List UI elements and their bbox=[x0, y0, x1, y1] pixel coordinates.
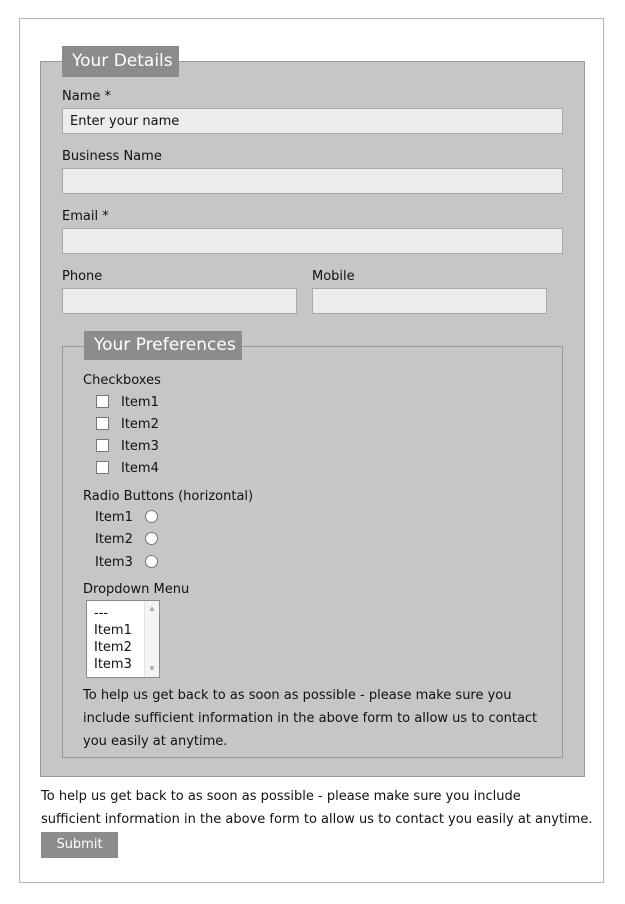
phone-label: Phone bbox=[62, 269, 103, 284]
radio-item3-label: Item3 bbox=[95, 555, 133, 570]
dropdown-menu-label: Dropdown Menu bbox=[83, 582, 190, 597]
name-input[interactable] bbox=[62, 108, 563, 134]
dropdown-option[interactable]: --- bbox=[94, 606, 109, 621]
chevron-down-icon[interactable]: ▼ bbox=[148, 664, 156, 673]
dropdown-option[interactable]: Item1 bbox=[94, 623, 132, 638]
chevron-up-icon[interactable]: ▲ bbox=[148, 604, 156, 613]
checkbox-item4[interactable] bbox=[96, 461, 109, 474]
checkbox-item1-label: Item1 bbox=[121, 395, 159, 410]
mobile-input[interactable] bbox=[312, 288, 547, 314]
submit-button[interactable]: Submit bbox=[41, 832, 118, 858]
dropdown-listbox[interactable] bbox=[86, 600, 160, 678]
name-label: Name * bbox=[62, 89, 111, 104]
preferences-help-text: To help us get back to as soon as possible - please make sure you include sufficient information in the above form to allow us to contact you easily at anytime. bbox=[83, 688, 538, 749]
footer-help-text: To help us get back to as soon as possible - please make sure you include sufficient information in the above form to allow us to contact you easily at anytime. bbox=[41, 789, 593, 827]
dropdown-option[interactable]: Item3 bbox=[94, 657, 132, 672]
radio-item3[interactable] bbox=[145, 555, 158, 568]
phone-input[interactable] bbox=[62, 288, 297, 314]
listbox-scrollbar[interactable] bbox=[144, 601, 159, 677]
checkbox-item3[interactable] bbox=[96, 439, 109, 452]
radio-item2-label: Item2 bbox=[95, 532, 133, 547]
dropdown-option[interactable]: Item2 bbox=[94, 640, 132, 655]
checkbox-item3-label: Item3 bbox=[121, 439, 159, 454]
mobile-label: Mobile bbox=[312, 269, 355, 284]
radio-buttons-label: Radio Buttons (horizontal) bbox=[83, 489, 254, 504]
your-details-legend: Your Details bbox=[62, 46, 179, 77]
checkboxes-label: Checkboxes bbox=[83, 373, 161, 388]
radio-item1-label: Item1 bbox=[95, 510, 133, 525]
business-name-input[interactable] bbox=[62, 168, 563, 194]
radio-item2[interactable] bbox=[145, 532, 158, 545]
email-input[interactable] bbox=[62, 228, 563, 254]
checkbox-item2[interactable] bbox=[96, 417, 109, 430]
checkbox-item4-label: Item4 bbox=[121, 461, 159, 476]
radio-item1[interactable] bbox=[145, 510, 158, 523]
checkbox-item1[interactable] bbox=[96, 395, 109, 408]
email-label: Email * bbox=[62, 209, 109, 224]
business-name-label: Business Name bbox=[62, 149, 162, 164]
checkbox-item2-label: Item2 bbox=[121, 417, 159, 432]
your-preferences-legend: Your Preferences bbox=[84, 331, 242, 360]
